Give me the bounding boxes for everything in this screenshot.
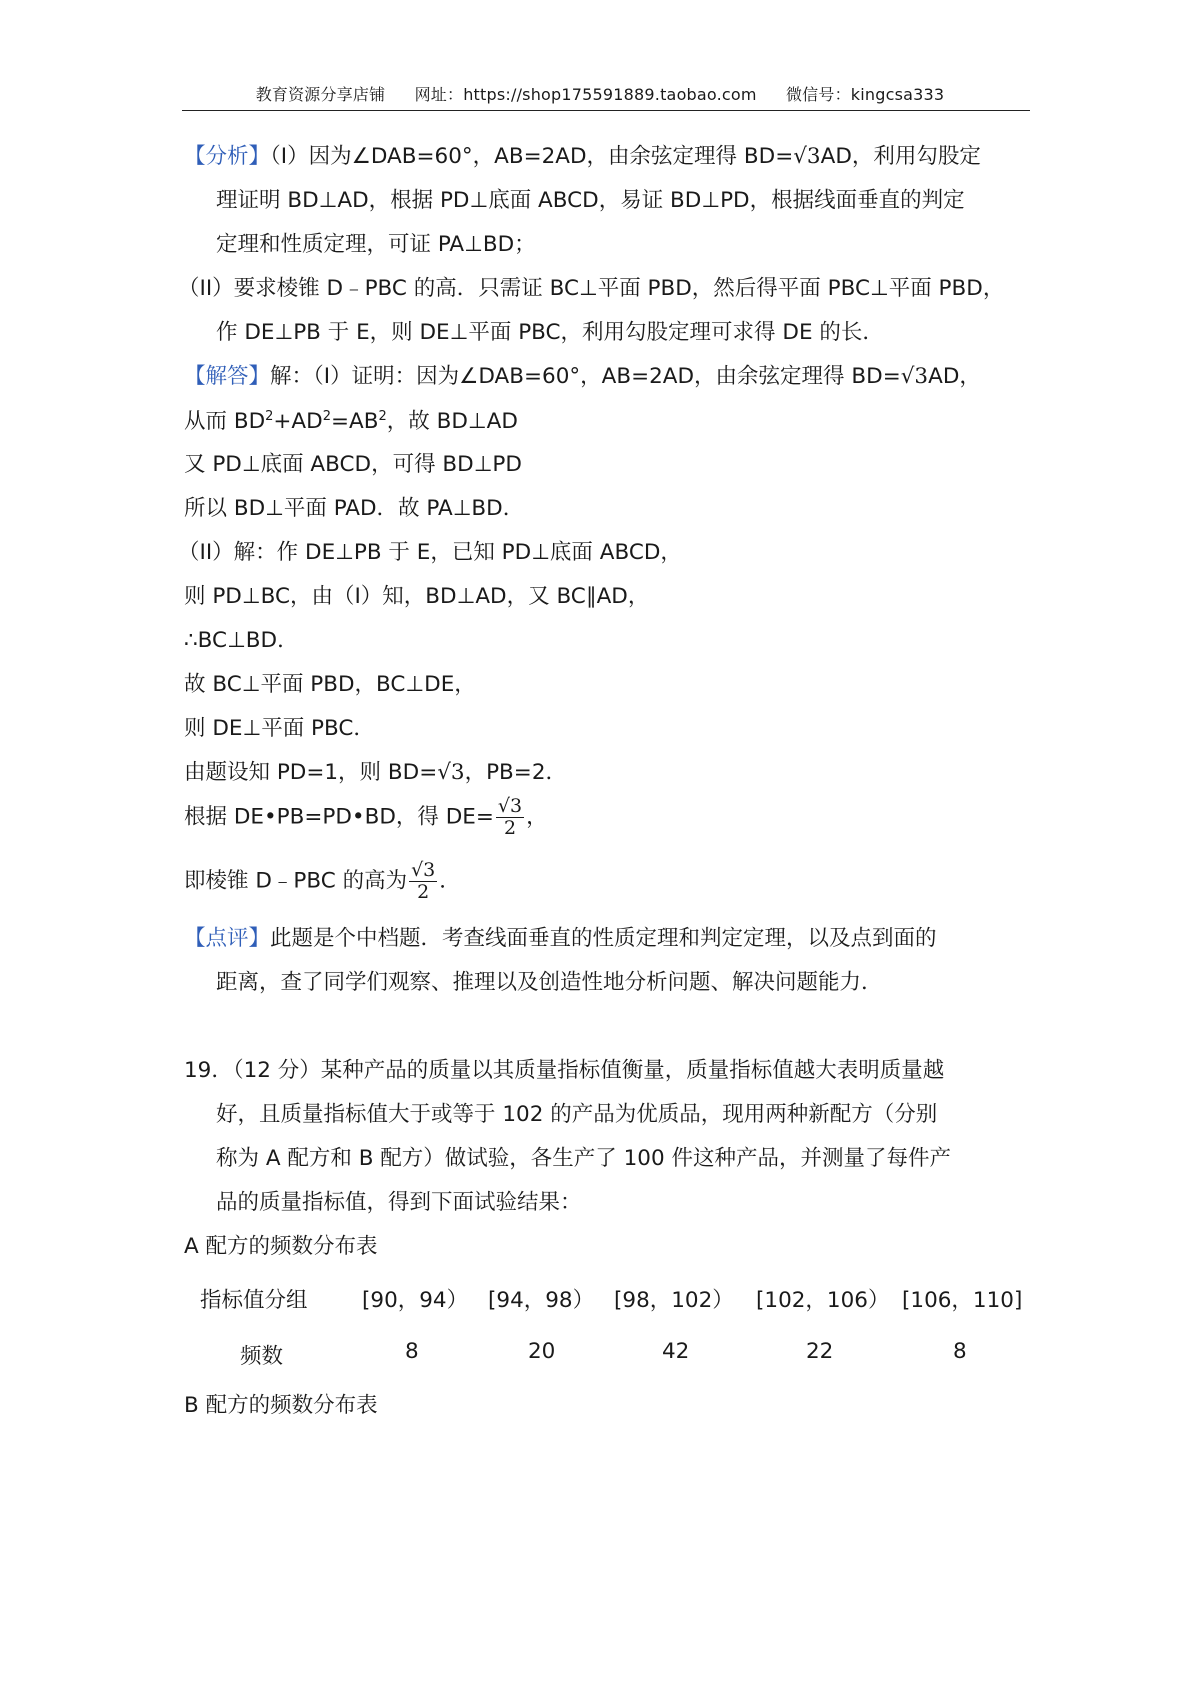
table-cell: 22 [806, 1339, 834, 1364]
analysis-tag: 【分析】 [184, 144, 271, 169]
comment-line-1: 【点评】此题是个中档题．考查线面垂直的性质定理和判定定理，以及点到面的 [184, 926, 937, 951]
table-cell: [102，106） [756, 1288, 890, 1313]
header-shop: 教育资源分享店铺 [255, 85, 386, 104]
table-cell: 20 [528, 1339, 556, 1364]
solution-line-9: 则 DE⊥平面 PBC． [184, 716, 375, 741]
analysis-line-4: （II）要求棱锥 D﹣PBC 的高．只需证 BC⊥平面 PBD，然后得平面 PBC⊥平面 PBD， [178, 276, 1005, 301]
problem19-line-3: 称为 A 配方和 B 配方）做试验，各生产了 100 件这种产品，并测量了每件产 [216, 1146, 952, 1171]
header-url[interactable]: 网址：https://shop175591889.taobao.com [414, 85, 757, 104]
header-rule [182, 110, 1030, 111]
page-header [0, 82, 1200, 105]
table-cell: [94，98） [488, 1288, 595, 1313]
sqrt-3: √3 [793, 144, 821, 169]
solution-line-4: 所以 BD⊥平面 PAD．故 PA⊥BD． [184, 496, 525, 521]
comment-tag: 【点评】 [184, 926, 271, 951]
table-cell: 指标值分组 [200, 1288, 308, 1313]
analysis-line-5: 作 DE⊥PB 于 E，则 DE⊥平面 PBC，利用勾股定理可求得 DE 的长． [216, 320, 884, 345]
problem19-line-4: 品的质量指标值，得到下面试验结果： [216, 1190, 582, 1215]
table-cell: 频数 [240, 1344, 284, 1369]
table-cell: [90，94） [362, 1288, 469, 1313]
sqrt-3: √3 [437, 760, 465, 785]
solution-line-8: 故 BC⊥平面 PBD，BC⊥DE， [184, 672, 476, 697]
sqrt-3: √3 [900, 364, 929, 389]
solution-tag: 【解答】 [184, 364, 271, 389]
fraction: $\frac{√3}{2}$ [411, 859, 436, 903]
solution-line-1: 【解答】解：（Ⅰ）证明：因为∠DAB=60°，AB=2AD，由余弦定理得 BD=√3AD， [184, 364, 981, 389]
solution-line-2: 从而 $BD^2+AD^2=AB^2$，故 BD⊥AD [184, 409, 518, 434]
problem19-line-1: 19．（12 分）某种产品的质量以其质量指标值衡量，质量指标值越大表明质量越 [184, 1058, 945, 1083]
solution-line-7: ∴BC⊥BD． [184, 628, 299, 653]
analysis-line-1: 【分析】（Ⅰ）因为∠DAB=60°，AB=2AD，由余弦定理得 BD=√3AD，利用勾股定 [184, 144, 981, 169]
analysis-line-3: 定理和性质定理，可证 PA⊥BD； [216, 232, 536, 257]
table-cell: 8 [953, 1339, 967, 1364]
tableB-title: B 配方的频数分布表 [184, 1393, 378, 1418]
solution-line-5: （II）解：作 DE⊥PB 于 E，已知 PD⊥底面 ABCD， [178, 540, 682, 565]
solution-line-12: 即棱锥 D﹣PBC 的高为 $\frac{√3}{2}$ ． [184, 859, 461, 903]
table-cell: 42 [662, 1339, 690, 1364]
table-cell: [98，102） [614, 1288, 734, 1313]
solution-line-3: 又 PD⊥底面 ABCD，可得 BD⊥PD [184, 452, 522, 477]
header-wechat: 微信号：kingcsa333 [785, 85, 945, 104]
solution-line-10: 由题设知 PD=1，则 BD=√3，PB=2． [184, 760, 568, 785]
table-cell: 8 [405, 1339, 419, 1364]
fraction: $\frac{√3}{2}$ [497, 795, 523, 839]
tableA-title: A 配方的频数分布表 [184, 1234, 378, 1259]
table-cell: [106，110] [902, 1288, 1023, 1313]
solution-line-6: 则 PD⊥BC，由（I）知，BD⊥AD，又 BC∥AD， [184, 584, 650, 609]
analysis-line-2: 理证明 BD⊥AD，根据 PD⊥底面 ABCD，易证 BD⊥PD，根据线面垂直的判定 [216, 188, 965, 213]
problem19-line-2: 好，且质量指标值大于或等于 102 的产品为优质品，现用两种新配方（分别 [216, 1102, 938, 1127]
comment-line-2: 距离，查了同学们观察、推理以及创造性地分析问题、解决问题能力． [216, 970, 883, 995]
solution-line-11: 根据 DE•PB=PD•BD，得 DE= $\frac{√3}{2}$ ， [184, 795, 548, 839]
